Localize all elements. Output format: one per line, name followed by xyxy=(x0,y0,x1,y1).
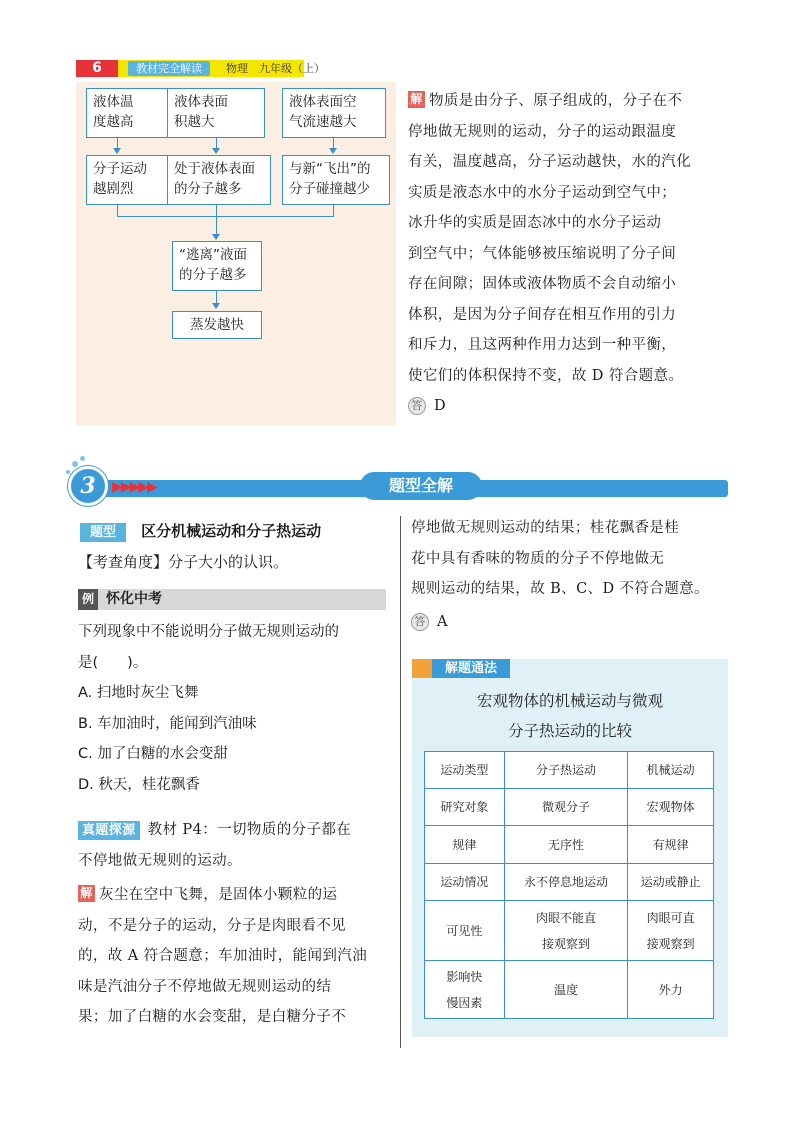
explanation-continued: 停地做无规则运动的结果；桂花飘香是桂 花中具有香味的物质的分子不停地做无 规则运动的结果，故 B、C、D 不符合题意。 答 A xyxy=(411,520,709,630)
method-tag: 解题通法 xyxy=(412,659,510,678)
source-block: 真题探源 教材 P4：一切物质的分子都在 不停地做无规则的运动。 xyxy=(78,822,352,869)
flow-box-collision: 与新“飞出”的 分子碰撞越少 xyxy=(282,155,390,205)
answer-badge: 答 xyxy=(408,397,426,415)
type-tag: 题型 xyxy=(80,523,126,542)
method-flag-icon xyxy=(412,659,432,678)
table-row: 影响快 慢因素 温度 外力 xyxy=(425,961,714,1019)
jie-badge: 解 xyxy=(78,885,95,902)
example-header xyxy=(78,589,386,610)
table-row: 运动情况 永不停息地运动 运动或静止 xyxy=(425,864,714,901)
flow-box-surface-molecules: 处于液体表面 的分子越多 xyxy=(167,155,271,205)
flow-box-escaping: “逃离”液面 的分子越多 xyxy=(172,241,262,291)
table-row: 运动类型 分子热运动 机械运动 xyxy=(425,752,714,789)
jie-badge: 解 xyxy=(408,91,425,108)
section-number-badge: 3 xyxy=(68,466,108,506)
table-row: 研究对象 微观分子 宏观物体 xyxy=(425,789,714,826)
option-a: A. 扫地时灰尘飞舞 xyxy=(78,685,199,701)
type-title: 区分机械运动和分子热运动 xyxy=(141,522,322,540)
flowchart-panel xyxy=(76,82,396,425)
question-block: 下列现象中不能说明分子做无规则运动的 是( )。 A. 扫地时灰尘飞舞 B. 车加油时，能闻到汽油味 C. 加了白糖的水会变甜 D. 秋天，桂花飘香 xyxy=(78,617,398,800)
method-title-line2: 分子热运动的比较 xyxy=(507,722,632,740)
flow-box-molecule-motion: 分子运动 越剧烈 xyxy=(86,155,170,205)
explanation-block: 解 灰尘在空中飞舞，是固体小颗粒的运 动，不是分子的运动，分子是肉眼看不见 的，故 A 符合题意；车加油时，能闻到汽油 味是汽油分子不停地做无规则运动的结 果；加了白糖的水会变甜，是白糖分子不 xyxy=(78,886,368,1025)
section-title: 题型全解 xyxy=(360,472,482,500)
flow-box-evaporation: 蒸发越快 xyxy=(172,311,262,339)
answer-value: A xyxy=(437,613,448,630)
type-heading xyxy=(80,520,321,542)
option-d: D. 秋天，桂花飘香 xyxy=(78,776,200,793)
top-explanation: 解 物质是由分子、原子组成的，分子在不 停地做无规则的运动，分子的运动跟温度 有关，温度越高，分子运动越快，水的汽化 实质是液态水中的水分子运动到空气中； 冰升华的实质是固态冰中的水分子运动 到空气中；气体能够被压缩说明了分子间 存在间隙；固体或液体物质不会自动缩小 体积，是因为分子间存在相互作用的引力 和斥力，且这两种作用力达到一种平衡， 使它们的体积保持不变，故 D 符合题意。 答 D xyxy=(408,92,692,414)
example-source: 怀化中考 xyxy=(106,591,162,607)
page-number: 6 xyxy=(76,60,118,77)
subject-grade: 物理 九年级（上） xyxy=(226,62,325,75)
page-header xyxy=(76,60,386,77)
flow-box-airflow: 液体表面空 气流速越大 xyxy=(282,88,386,138)
option-b: B. 车加油时，能闻到汽油味 xyxy=(78,715,257,732)
flow-box-surface-area: 液体表面 积越大 xyxy=(167,88,265,138)
table-row: 可见性 肉眼不能直 接观察到 肉眼可直 接观察到 xyxy=(425,901,714,961)
answer-value: D xyxy=(434,398,447,414)
table-row: 规律 无序性 有规律 xyxy=(425,826,714,864)
comparison-table xyxy=(424,751,714,1019)
arrows-icon: ▶▶▶▶▶ xyxy=(112,479,156,495)
method-title-line1: 宏观物体的机械运动与微观 xyxy=(476,692,663,710)
flow-box-temperature: 液体温 度越高 xyxy=(86,88,170,138)
column-divider xyxy=(400,516,401,1048)
example-tag: 例 xyxy=(78,589,98,610)
book-title: 教材完全解读 xyxy=(128,61,210,76)
exam-angle: 【考查角度】分子大小的认识。 xyxy=(78,553,289,571)
source-tag: 真题探源 xyxy=(78,821,140,840)
option-c: C. 加了白糖的水会变甜 xyxy=(78,746,228,762)
answer-badge: 答 xyxy=(411,613,429,631)
section-banner xyxy=(68,466,728,506)
